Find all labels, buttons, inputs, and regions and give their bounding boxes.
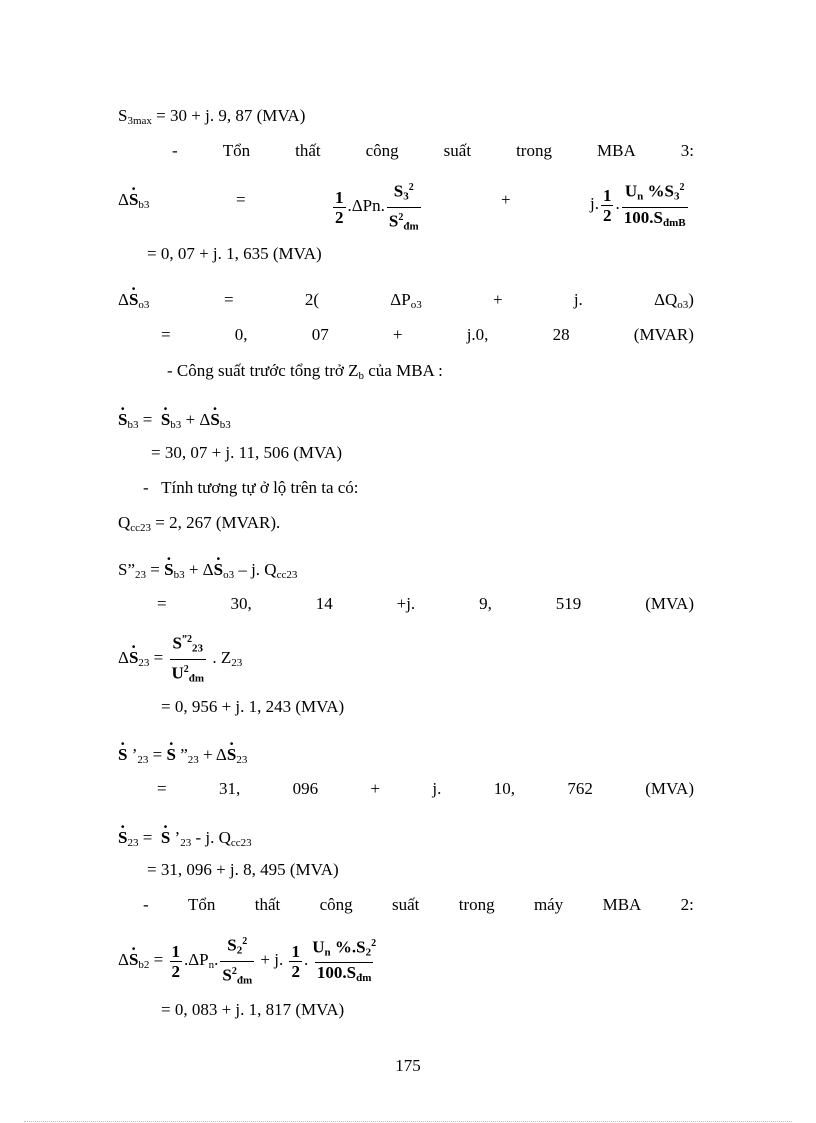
result-s-prime-23: = 31, 096 + j. 10, 762 (MVA) [157,779,694,798]
formula-delta-sb2: Δ. $S_{b2}$ = $\frac{1}{2}$ $.\Delta P_n$. $\frac{S_2^2}{S^2_{đm}}$ + j. $\frac{1}{2}$ . $\frac{U_n \%.S_2^2}{100.S_{đm}}$ [118,932,380,990]
formula-delta-sb3-eq: = [236,190,246,209]
line-ton-that-mba2: - Tổn thất công suất trong máy MBA 2: [143,895,694,914]
page-number: 175 [395,1056,421,1075]
formula-delta-sb3: Δ. $S_{b3}$ [118,190,149,215]
line-s3max: $S_{3max} = 30 + j$. 9, 87 (MVA) [118,106,306,127]
formula-delta-so3: = 2( $\Delta P_{o3}$ + j. $\Delta Q_{o3}$) [224,290,694,311]
line-ton-that-mba3: - Tổn thất công suất trong MBA 3: [172,141,694,160]
result-s-double-prime-23: = 30, 14 +j. 9, 519 (MVA) [157,594,694,613]
formula-delta-so3-lhs: Δ. $S_{o3}$ [118,290,149,315]
formula-delta-sb3-term1: $\frac{1}{2}$ .ΔPn. $\frac{S_3^2}{S^2_{đm}}$ [331,178,423,236]
formula-s-double-prime-23: $S”_{23}$ = . $S_{b3} + \Delta$. $S_{o3}$ – j. $Q_{cc23}$ [118,560,297,585]
formula-sb3: . $S_{b3}$ = . $S_{b3} + \Delta$. $S_{b3}$ [118,410,231,435]
result-delta-sb2: = 0, 083 + j. 1, 817 (MVA) [161,1000,345,1019]
line-cong-suat-truoc: - Công suất trước tổng trở $Z_b$ của MBA : [167,361,443,382]
result-delta-s23: = 0, 956 + j. 1, 243 (MVA) [161,697,345,716]
formula-delta-sb3-plus: + [501,190,511,209]
page-bottom-divider [24,1121,792,1122]
formula-delta-sb3-term2: j. $\frac{1}{2}$ . $\frac{U_n \%S_3^2}{100.S_{đmB}}$ [590,178,690,233]
formula-s23: . $S_{23}$ = . S $’_{23}$ - j. $Q_{cc23}$ [118,828,252,853]
result-sb3: = 30, 07 + j. 11, 506 (MVA) [151,443,343,462]
formula-delta-s23: Δ. $S_{23}$ = $\frac{S^{”2}_{23}}{U^2_{đm}}$ . $Z_{23}$ [118,630,242,688]
result-s23: = 31, 096 + j. 8, 495 (MVA) [147,860,339,879]
result-delta-so3: = 0, 07 + j.0, 28 (MVAR) [161,325,694,344]
formula-s-prime-23: . S $’_{23}$ = . S $”_{23} + \Delta$. $S_{23}$ [118,745,247,770]
line-tinh-tuong-tu: - Tính tương tự ở lộ trên ta có: [143,478,359,497]
line-qcc23: $Q_{cc23} = 2$, 267 (MVAR). [118,513,281,534]
result-delta-sb3: = 0, 07 + j. 1, 635 (MVA) [147,244,322,263]
